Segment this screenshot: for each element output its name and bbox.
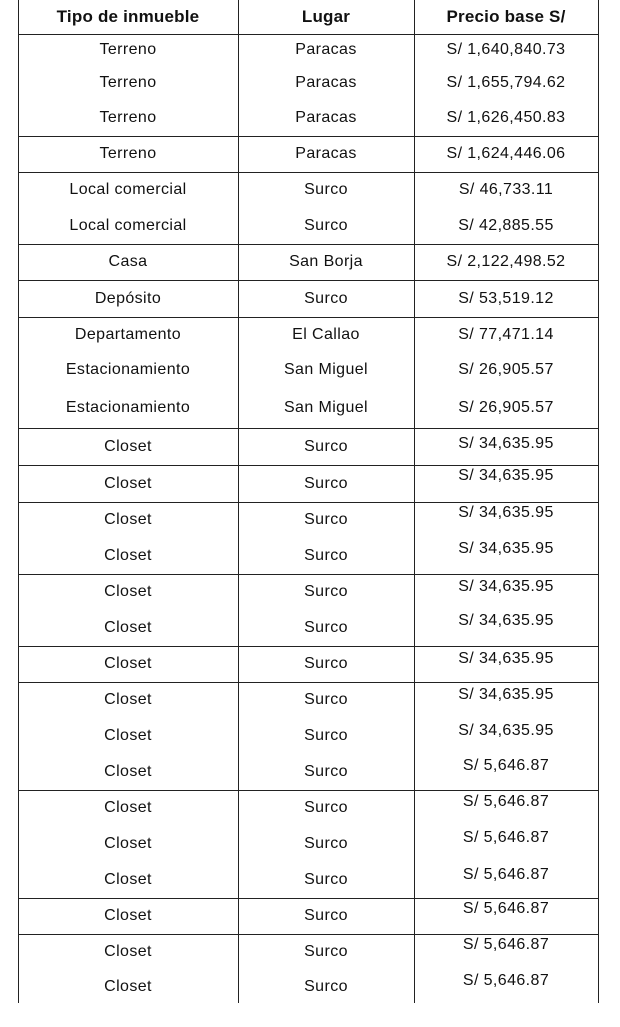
cell-precio: S/ 34,635.95 (458, 466, 554, 484)
cell-tipo: Closet (104, 474, 152, 492)
cell-tipo: Estacionamiento (65, 361, 191, 378)
cell-lugar: Surco (304, 763, 348, 780)
cell-tipo: Closet (104, 727, 152, 744)
cell-lugar: San Miguel (283, 399, 369, 416)
cell-tipo: Departamento (74, 325, 182, 343)
cell-lugar: Surco (304, 799, 348, 816)
cell-tipo: Terreno (99, 109, 157, 126)
cell-lugar: Surco (304, 835, 348, 852)
cell-lugar: Surco (304, 943, 348, 960)
cell-tipo: Terreno (99, 145, 157, 162)
cell-precio: S/ 34,635.95 (458, 650, 554, 667)
cell-tipo: Closet (104, 619, 152, 636)
cell-lugar: Surco (304, 181, 348, 198)
cell-tipo: Closet (104, 799, 152, 816)
cell-precio: S/ 42,885.55 (458, 217, 554, 234)
cell-precio: S/ 34,635.95 (458, 578, 554, 595)
price-table (18, 0, 598, 1003)
table-row (18, 970, 598, 1003)
cell-tipo: Closet (104, 943, 152, 960)
cell-precio: S/ 5,646.87 (462, 829, 550, 846)
cell-tipo: Estacionamiento (65, 399, 191, 416)
cell-precio: S/ 5,646.87 (462, 793, 550, 810)
cell-precio: S/ 5,646.87 (462, 757, 550, 774)
cell-precio: S/ 53,519.12 (458, 289, 554, 307)
cell-precio: S/ 1,640,840.73 (446, 40, 566, 58)
cell-tipo: Closet (104, 583, 152, 600)
table-row (18, 280, 598, 318)
cell-tipo: Closet (104, 691, 152, 708)
header-precio-base: Precio base S/ (446, 7, 566, 26)
cell-precio: S/ 77,471.14 (458, 325, 554, 343)
cell-precio: S/ 2,122,498.52 (446, 253, 566, 270)
cell-lugar: Surco (304, 977, 348, 995)
cell-lugar: Surco (304, 437, 348, 455)
cell-lugar: Surco (304, 907, 348, 924)
cell-tipo: Terreno (99, 73, 157, 91)
cell-precio: S/ 1,626,450.83 (446, 109, 566, 126)
cell-lugar: San Miguel (283, 361, 369, 378)
cell-lugar: Paracas (295, 73, 357, 91)
cell-tipo: Closet (104, 511, 152, 528)
table-header-row (18, 0, 598, 35)
cell-tipo: Closet (104, 977, 152, 995)
cell-precio: S/ 1,624,446.06 (446, 145, 566, 162)
cell-precio: S/ 5,646.87 (462, 936, 550, 953)
cell-lugar: Surco (304, 691, 348, 708)
cell-tipo: Closet (104, 871, 152, 888)
cell-lugar: Surco (304, 655, 348, 672)
cell-tipo: Casa (108, 253, 148, 270)
cell-precio: S/ 34,635.95 (458, 504, 554, 521)
table-row (18, 317, 598, 352)
cell-precio: S/ 34,635.95 (458, 612, 554, 629)
cell-tipo: Local comercial (69, 217, 187, 234)
cell-precio: S/ 46,733.11 (458, 181, 554, 198)
table-row (18, 244, 598, 281)
cell-tipo: Depósito (94, 289, 162, 307)
header-tipo-de-inmueble: Tipo de inmueble (56, 7, 200, 26)
cell-lugar: Surco (304, 511, 348, 528)
cell-precio: S/ 26,905.57 (458, 399, 554, 416)
cell-lugar: Surco (304, 619, 348, 636)
cell-lugar: Surco (304, 217, 348, 234)
cell-tipo: Closet (104, 547, 152, 564)
cell-precio: S/ 34,635.95 (458, 722, 554, 739)
cell-tipo: Closet (104, 437, 152, 455)
header-lugar: Lugar (301, 7, 351, 26)
table-row (18, 65, 598, 100)
cell-precio: S/ 5,646.87 (462, 971, 550, 989)
cell-lugar: Surco (304, 583, 348, 600)
cell-tipo: Terreno (99, 40, 157, 58)
table-row (18, 352, 598, 388)
table-row (18, 388, 598, 429)
cell-tipo: Closet (104, 835, 152, 852)
cell-lugar: Surco (304, 727, 348, 744)
table-row (18, 172, 598, 208)
cell-lugar: Paracas (295, 40, 357, 58)
cell-precio: S/ 34,635.95 (458, 540, 554, 557)
cell-lugar: Surco (304, 547, 348, 564)
cell-lugar: Surco (304, 289, 348, 307)
cell-tipo: Local comercial (69, 181, 187, 198)
cell-lugar: El Callao (292, 325, 360, 343)
table-row (18, 208, 598, 245)
cell-precio: S/ 1,655,794.62 (446, 73, 566, 91)
cell-precio: S/ 5,646.87 (462, 866, 550, 883)
table-row (18, 136, 598, 173)
table-row (18, 100, 598, 137)
cell-lugar: Surco (304, 871, 348, 888)
cell-lugar: San Borja (289, 253, 363, 270)
cell-precio: S/ 5,646.87 (462, 900, 550, 917)
cell-tipo: Closet (104, 907, 152, 924)
cell-lugar: Paracas (295, 145, 357, 162)
cell-tipo: Closet (104, 655, 152, 672)
cell-precio: S/ 26,905.57 (458, 361, 554, 378)
cell-lugar: Paracas (295, 109, 357, 126)
cell-precio: S/ 34,635.95 (458, 434, 554, 452)
cell-tipo: Closet (104, 763, 152, 780)
table-row (18, 34, 598, 65)
column-border (598, 0, 599, 1003)
cell-precio: S/ 34,635.95 (458, 686, 554, 703)
cell-lugar: Surco (304, 474, 348, 492)
